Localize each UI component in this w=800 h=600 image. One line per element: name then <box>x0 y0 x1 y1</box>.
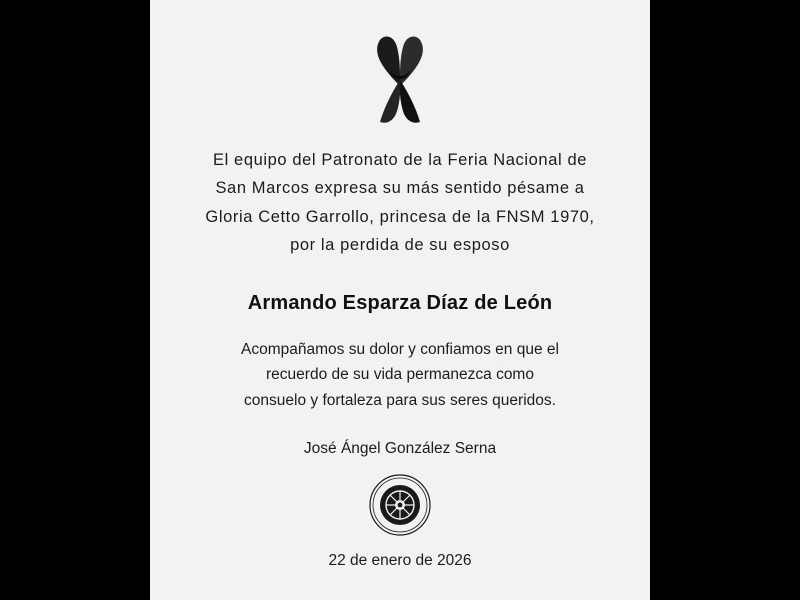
condolence-card <box>150 0 650 600</box>
honoree-name: Armando Esparza Díaz de León <box>247 291 553 314</box>
signature-name: José Ángel González Serna <box>303 439 497 457</box>
date-text: 22 de enero de 2026 <box>328 551 472 569</box>
closing-message: Acompañamos su dolor y confiamos en que el recuerdo de su vida permanezca como consuelo y fortaleza para sus seres queridos. <box>241 340 559 409</box>
condolence-message: El equipo del Patronato de la Feria Nacional de San Marcos expresa su más sentido pésame a Gloria Cetto Garrollo, princesa de la FNSM 1970, por la perdida de su esposo <box>205 151 595 255</box>
mourning-ribbon-icon <box>354 30 446 130</box>
patronato-fnsm-seal-icon <box>369 474 431 536</box>
